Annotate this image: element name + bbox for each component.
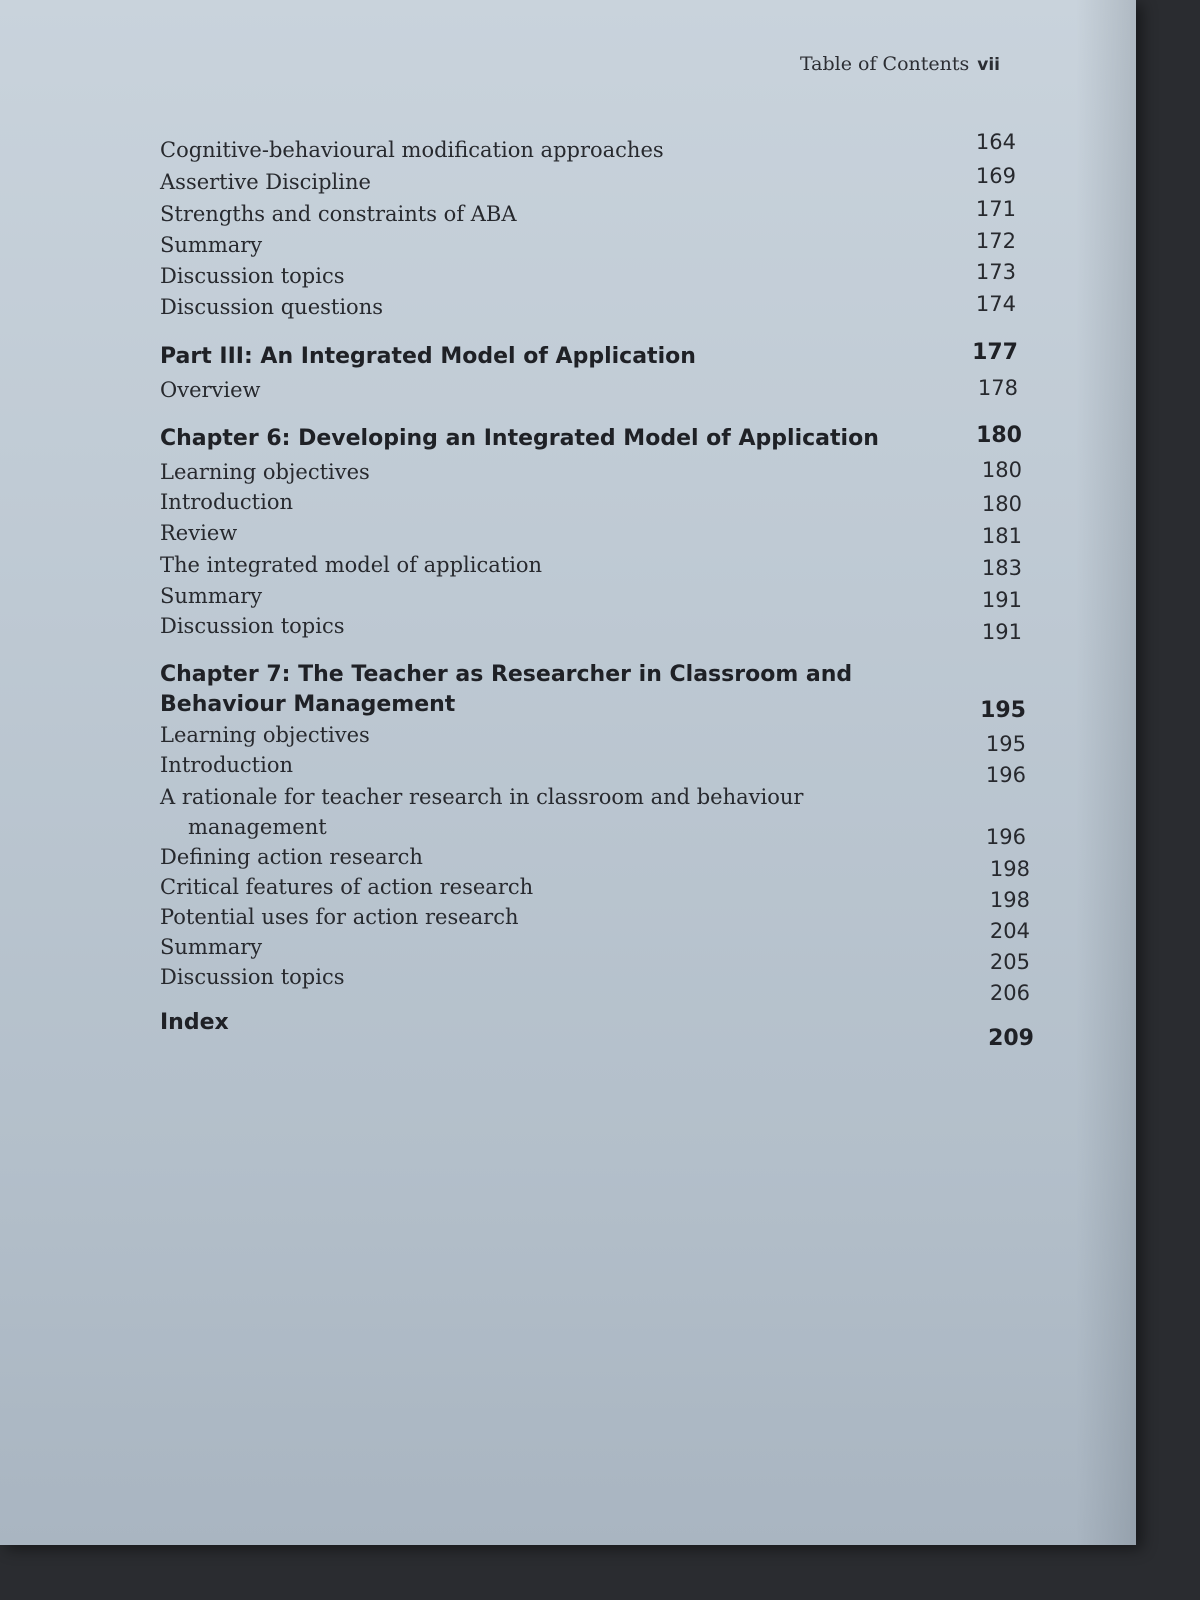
toc-entry-title: Overview — [160, 378, 261, 402]
toc-entry-title: Strengths and constraints of ABA — [160, 202, 517, 226]
toc-entry-title: Critical features of action research — [160, 875, 534, 899]
toc-entry-title: Part III: An Integrated Model of Application — [160, 344, 696, 369]
toc-entry-title: Review — [160, 521, 238, 545]
toc-entry-title: Introduction — [160, 490, 293, 514]
toc-entry-page: 178 — [977, 376, 1018, 400]
toc-entry-page: 198 — [989, 857, 1030, 881]
header-title: Table of Contents — [799, 53, 970, 75]
toc-entry-title: Discussion topics — [160, 614, 345, 638]
toc-entry-title: Index — [160, 1010, 229, 1035]
toc-entry-page: 173 — [975, 260, 1016, 284]
running-header — [800, 53, 1000, 75]
toc-entry-title: Defining action research — [160, 845, 423, 869]
toc-entry-page: 180 — [981, 458, 1022, 482]
toc-entry-title: Potential uses for action research — [160, 905, 519, 929]
toc-entry-title: Learning objectives — [160, 460, 370, 484]
toc-entry-page: 164 — [975, 130, 1016, 154]
toc-entry-page: 198 — [989, 888, 1030, 912]
toc-entry-page: 196 — [985, 763, 1026, 787]
toc-entry-page: 183 — [981, 556, 1022, 580]
toc-entry-page: 177 — [972, 340, 1018, 365]
toc-entry-page: 204 — [989, 919, 1030, 943]
toc-entry-page: 180 — [976, 423, 1022, 448]
toc-entry-title: Discussion questions — [160, 295, 384, 319]
header-page-number: vii — [977, 55, 1000, 75]
toc-entry-page: 191 — [981, 620, 1022, 644]
toc-entry-page: 191 — [981, 588, 1022, 612]
toc-entry-title: Chapter 6: Developing an Integrated Model of Application — [160, 426, 879, 451]
toc-entry-page: 209 — [988, 1026, 1034, 1051]
toc-entry-page: 180 — [981, 492, 1022, 516]
toc-entry-title: Summary — [160, 233, 263, 257]
toc-entry-title: Assertive Discipline — [160, 170, 371, 194]
toc-entry-page: 172 — [975, 229, 1016, 253]
toc-entry-title: Chapter 7: The Teacher as Researcher in Classroom and — [160, 662, 853, 687]
toc-entry-page: 181 — [981, 524, 1022, 548]
toc-entry-title: Discussion topics — [160, 965, 345, 989]
toc-entry-title: Introduction — [160, 753, 293, 777]
toc-entry-page: 195 — [980, 698, 1026, 723]
toc-entry-page: 174 — [975, 292, 1016, 316]
toc-entry-title-continued: Behaviour Management — [160, 692, 456, 717]
toc-entry-title: Summary — [160, 935, 263, 959]
toc-entry-page: 169 — [975, 164, 1016, 188]
toc-entry-page: 196 — [985, 825, 1026, 849]
toc-entry-page: 195 — [985, 732, 1026, 756]
toc-entry-title: Discussion topics — [160, 264, 345, 288]
toc-entry-page: 205 — [989, 950, 1030, 974]
toc-entry-page: 171 — [975, 197, 1016, 221]
toc-entry-title-continued: management — [188, 815, 327, 839]
toc-entry-title: Learning objectives — [160, 723, 370, 747]
toc-entry-page: 206 — [989, 981, 1030, 1005]
toc-entry-title: A rationale for teacher research in classroom and behaviour — [160, 785, 804, 809]
toc-entry-title: Cognitive-behavioural modification approaches — [160, 138, 664, 162]
toc-entry-title: Summary — [160, 584, 263, 608]
toc-entry-title: The integrated model of application — [160, 553, 543, 577]
